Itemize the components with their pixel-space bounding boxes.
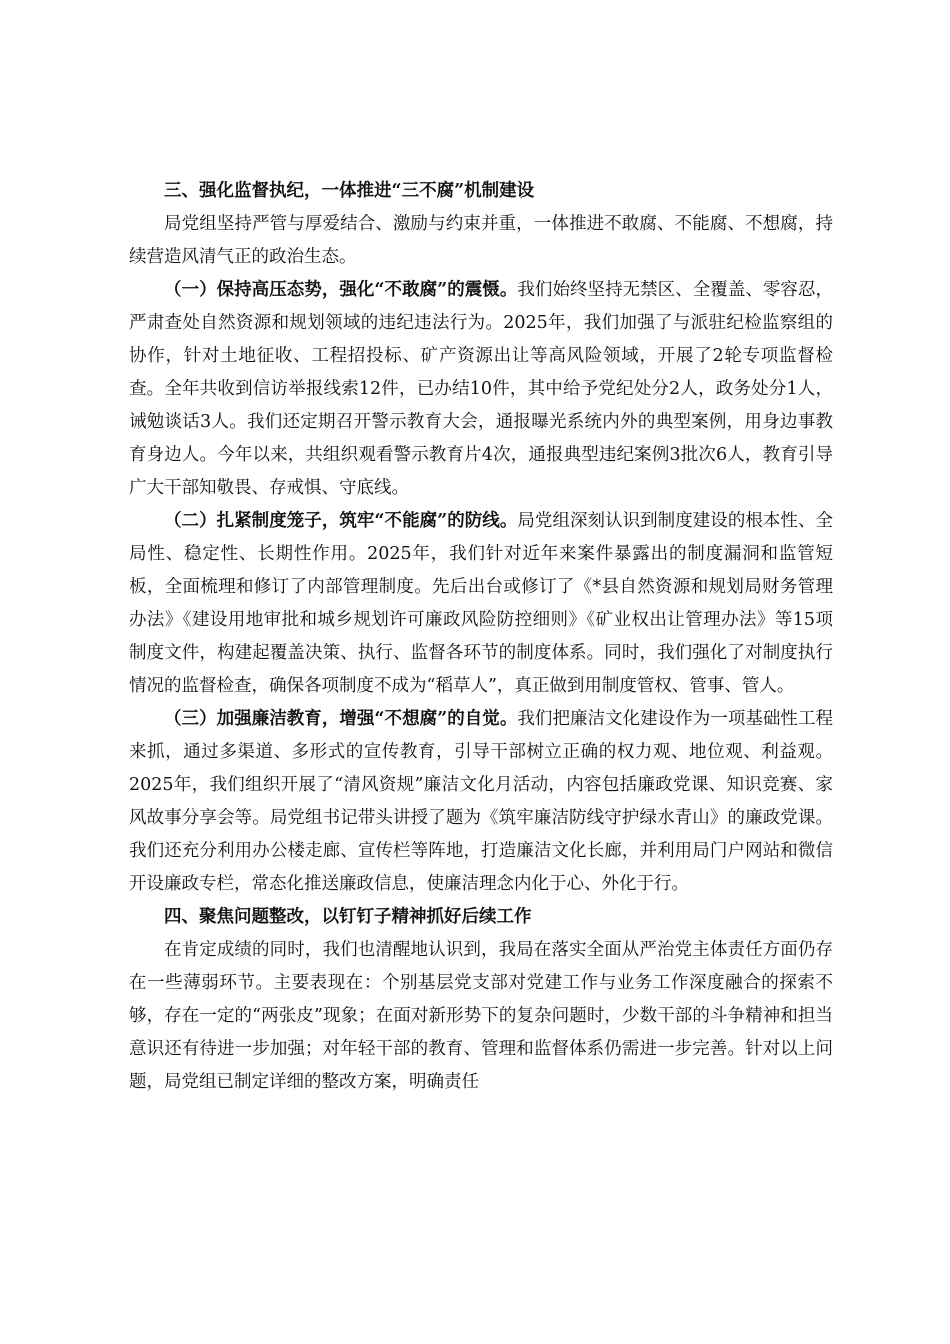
subsection-1-lead: （一）保持高压态势，强化“不敢腐”的震慑。 <box>164 280 518 300</box>
paragraph-text: 局党组深刻认识到制度建设的根本性、全局性、稳定性、长期性作用。2025年，我们针对近年来案件暴露出的制度漏洞和监管短板，全面梳理和修订了内部管理制度。先后出台或修订了《*县自然资源和规划局财务管理办法》《建设用地审批和城乡规划许可廉政风险防控细则》《矿业权出让管理办法》等15项制度文件，构建起覆盖决策、执行、监督各环节的制度体系。同时，我们强化了对制度执行情况的监督检查，确保各项制度不成为“稻草人”，真正做到用制度管权、管事、管人。 <box>129 511 833 696</box>
paragraph-text: 我们始终坚持无禁区、全覆盖、零容忍，严肃查处自然资源和规划领域的违纪违法行为。2025年，我们加强了与派驻纪检监察组的协作，针对土地征收、工程招投标、矿产资源出让等高风险领域，开展了2轮专项监督检查。全年共收到信访举报线索12件，已办结10件，其中给予党纪处分2人，政务处分1人，诫勉谈话3人。我们还定期召开警示教育大会，通报曝光系统内外的典型案例，用身边事教育身边人。今年以来，共组织观看警示教育片4次，通报典型违纪案例3批次6人，教育引导广大干部知敬畏、存戒惧、守底线。 <box>129 280 833 498</box>
subsection-2-paragraph <box>129 505 833 703</box>
document-body <box>129 175 833 1099</box>
subsection-2-lead: （二）扎紧制度笼子，筑牢“不能腐”的防线。 <box>164 511 518 531</box>
paragraph-text: 我们把廉洁文化建设作为一项基础性工程来抓，通过多渠道、多形式的宣传教育，引导干部树立正确的权力观、地位观、利益观。2025年，我们组织开展了“清风资规”廉洁文化月活动，内容包括廉政党课、知识竞赛、家风故事分享会等。局党组书记带头讲授了题为《筑牢廉洁防线守护绿水青山》的廉政党课。我们还充分利用办公楼走廊、宣传栏等阵地，打造廉洁文化长廊，并利用局门户网站和微信开设廉政专栏，常态化推送廉政信息，使廉洁理念内化于心、外化于行。 <box>129 709 833 894</box>
paragraph-text: 在肯定成绩的同时，我们也清醒地认识到，我局在落实全面从严治党主体责任方面仍存在一些薄弱环节。主要表现在：个别基层党支部对党建工作与业务工作深度融合的探索不够，存在一定的“两张皮”现象；在面对新形势下的复杂问题时，少数干部的斗争精神和担当意识还有待进一步加强；对年轻干部的教育、管理和监督体系仍需进一步完善。针对以上问题，局党组已制定详细的整改方案，明确责任 <box>129 940 833 1092</box>
subsection-3-paragraph <box>129 703 833 901</box>
section-heading-3: 三、强化监督执纪，一体推进“三不腐”机制建设 <box>164 181 535 201</box>
paragraph-text: 局党组坚持严管与厚爱结合、激励与约束并重，一体推进不敢腐、不能腐、不想腐，持续营造风清气正的政治生态。 <box>129 214 833 267</box>
section-heading-4: 四、聚焦问题整改，以钉钉子精神抓好后续工作 <box>164 907 532 927</box>
section-3-intro-paragraph <box>129 208 833 274</box>
section-4-intro-paragraph <box>129 934 833 1099</box>
subsection-3-lead: （三）加强廉洁教育，增强“不想腐”的自觉。 <box>164 709 518 729</box>
subsection-1-paragraph <box>129 274 833 505</box>
